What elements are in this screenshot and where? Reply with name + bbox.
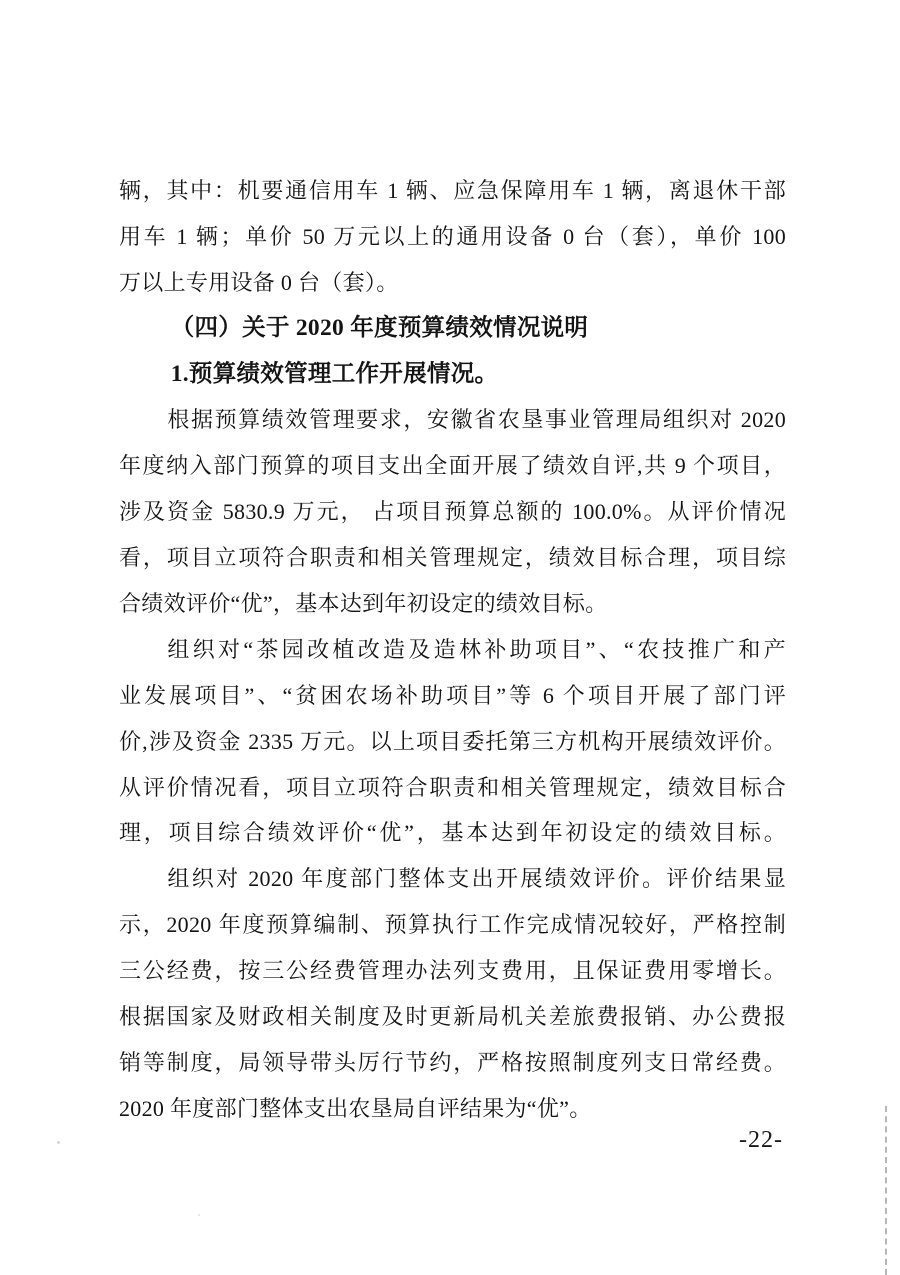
- scan-artifact-speck: [198, 1214, 200, 1216]
- text-line: 合绩效评价“优”，基本达到年初设定的绩效目标。: [119, 591, 608, 617]
- subsection-heading: 1.预算绩效管理工作开展情况。: [170, 360, 499, 387]
- text-line: 从评价情况看，项目立项符合职责和相关管理规定，绩效目标合: [119, 774, 786, 800]
- text-line: 组织对 2020 年度部门整体支出开展绩效评价。评价结果显: [167, 866, 786, 892]
- section-heading: （四）关于 2020 年度预算绩效情况说明: [170, 314, 589, 341]
- text-line: 用车 1 辆；单价 50 万元以上的通用设备 0 台（套），单价 100: [119, 223, 786, 249]
- text-line: 2020 年度部门整体支出农垦局自评结果为“优”。: [119, 1095, 592, 1121]
- text-line: 销等制度，局领导带头厉行节约，严格按照制度列支日常经费。: [119, 1049, 786, 1075]
- text-line: 万以上专用设备 0 台（套）。: [119, 269, 399, 295]
- scan-artifact-dashed-line: [885, 1106, 887, 1275]
- text-line: 业发展项目”、“贫困农场补助项目”等 6 个项目开展了部门评: [119, 682, 786, 708]
- text-line: 根据预算绩效管理要求，安徽省农垦事业管理局组织对 2020: [167, 407, 786, 433]
- text-line: 看，项目立项符合职责和相关管理规定，绩效目标合理，项目综: [119, 545, 786, 571]
- document-body: [119, 168, 786, 1132]
- page-number: -22-: [739, 1127, 783, 1153]
- scan-artifact-speck: [57, 1141, 60, 1144]
- text-line: 组织对“茶园改植改造及造林补助项目”、“农技推广和产: [167, 636, 786, 662]
- text-line: 年度纳入部门预算的项目支出全面开展了绩效自评,共 9 个项目，: [119, 453, 786, 479]
- text-line: 三公经费，按三公经费管理办法列支费用，且保证费用零增长。: [119, 958, 786, 984]
- text-line: 根据国家及财政相关制度及时更新局机关差旅费报销、办公费报: [119, 1004, 786, 1030]
- text-line: 理，项目综合绩效评价“优”，基本达到年初设定的绩效目标。: [119, 820, 786, 846]
- text-line: 涉及资金 5830.9 万元， 占项目预算总额的 100.0%。从评价情况: [119, 499, 786, 525]
- text-line: 示，2020 年度预算编制、预算执行工作完成情况较好，严格控制: [119, 912, 786, 938]
- text-line: 价,涉及资金 2335 万元。以上项目委托第三方机构开展绩效评价。: [119, 728, 786, 754]
- text-line: 辆，其中：机要通信用车 1 辆、应急保障用车 1 辆，离退休干部: [119, 178, 786, 203]
